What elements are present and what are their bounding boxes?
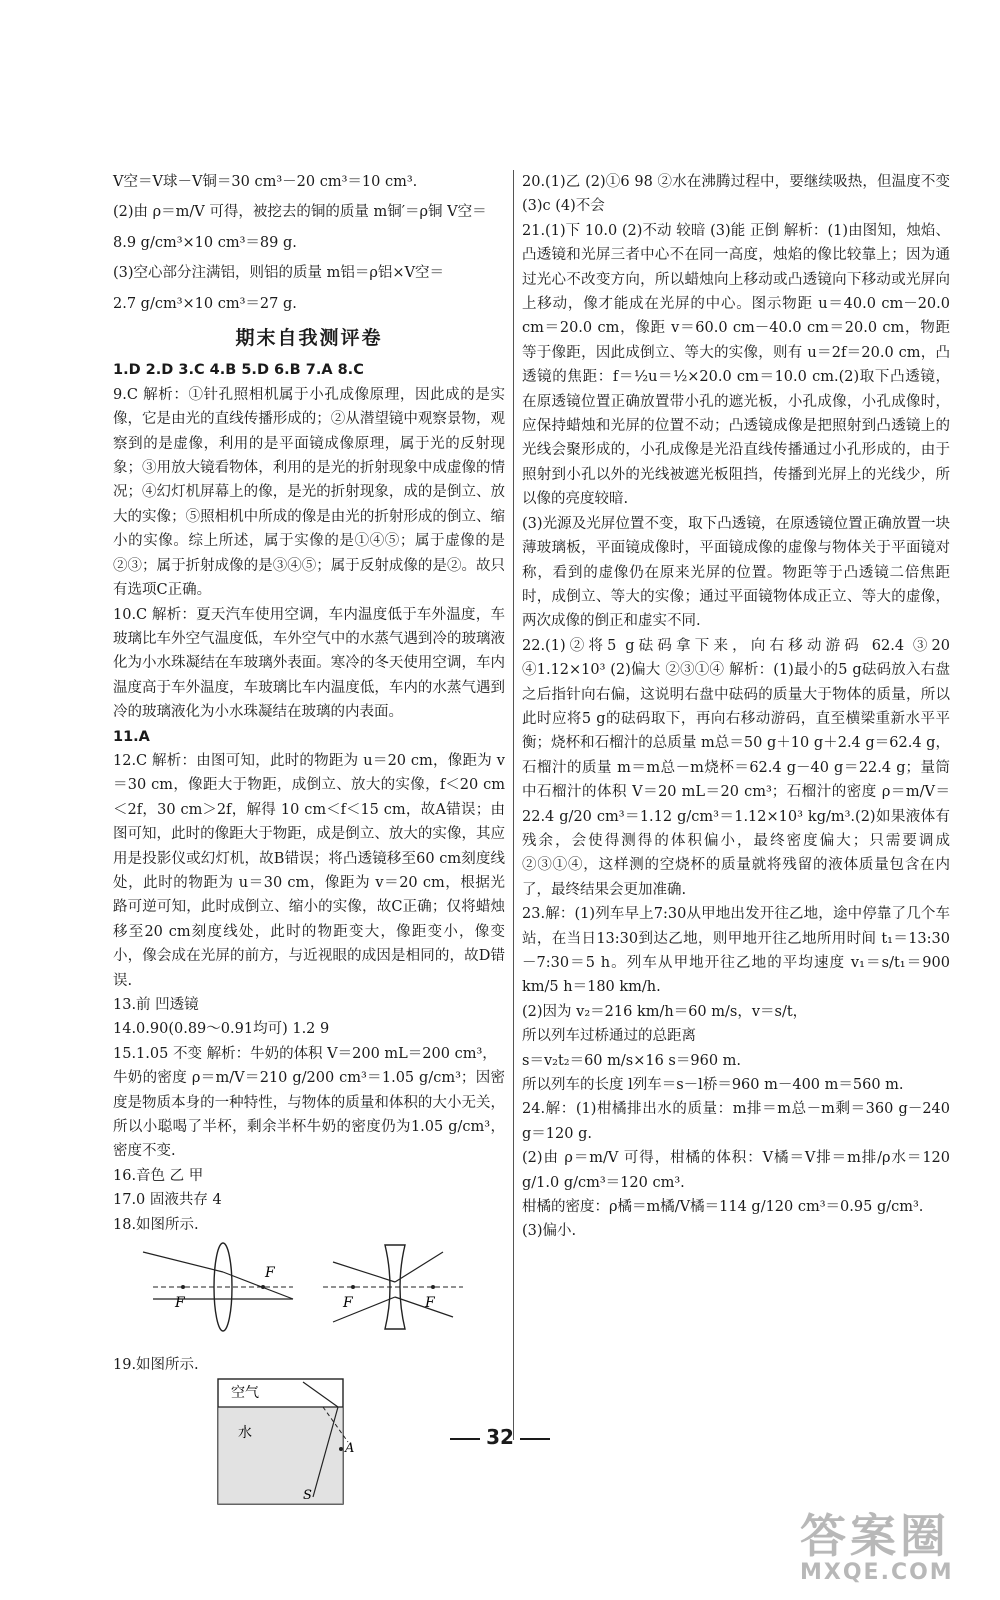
answer-q24-part4: (3)偏小. <box>522 1223 577 1240</box>
section-title: 期末自我测评卷 <box>235 327 383 350</box>
answer-line: 8.9 g/cm³×10 cm³＝89 g. <box>113 234 297 251</box>
focus-label: F <box>425 1295 435 1312</box>
answer-q21: 21.(1)下 10.0 (2)不动 较暗 (3)能 正倒 解析：(1)由图知，烛焰、凸透镜和光屏三者中心不在同一高度，烛焰的像比较靠上；因为通过光心不改变方向，所以蜡烛向上移动或凸透镜向下移动或光屏向上移动，像才能成在光屏的中心。图示物距 u＝40.0 cm－20.0 cm＝20.0 cm，像距 v＝60.0 cm－40.0 cm＝20.0 cm，物距等于像距，因此成倒立、等大的实像，则有 u＝2f＝20.0 cm，凸透镜的焦距：f＝½u＝½×20.0 cm＝10.0 cm.(2)取下凸透镜，在原透镜位置正确放置带小孔的遮光板，小孔成像，小孔成像时，应保持蜡烛和光屏的位置不动；凸透镜成像是把照射到凸透镜上的光线会聚形成的，小孔成像是光沿直线传播通过小孔形成的，由于照射到小孔以外的光线被遮光板阻挡，传播到光屏上的光线少，所以像的亮度较暗. <box>522 222 950 508</box>
left-column <box>113 170 505 1507</box>
figure-18-lens-diagram <box>113 1237 505 1347</box>
answer-q23-part4: s＝v₂t₂＝60 m/s×16 s＝960 m. <box>522 1052 742 1069</box>
focus-label: F <box>343 1295 353 1312</box>
answer-q19: 19.如图所示. <box>113 1357 199 1374</box>
answer-q15-cont: 牛奶的密度 ρ＝m/V＝210 g/200 cm³＝1.05 g/cm³；因密度是物质本身的一种特性，与物体的质量和体积的大小无关，所以小聪喝了半杯，剩余半杯牛奶的密度仍为1.05 g/cm³，密度不变. <box>113 1070 505 1160</box>
focus-label: F <box>265 1265 275 1282</box>
answer-q24: 24.解：(1)柑橘排出水的质量：m排＝m总－m剩＝360 g－240 g＝120 g. <box>522 1101 950 1142</box>
answer-q24-part2: (2)由 ρ＝m/V 可得，柑橘的体积：V橘＝V排＝m排/ρ水＝120 g/1.0 g/cm³＝120 cm³. <box>522 1150 950 1191</box>
answer-line: (3)空心部分注满铝，则铝的质量 m铝＝ρ铝×V空＝ <box>113 265 445 282</box>
watermark-main: 答案圈 <box>800 1509 950 1563</box>
answer-q12: 12.C 解析：由图可知，此时的物距为 u＝20 cm，像距为 v＝30 cm，像距大于物距，成倒立、放大的实像，f＜20 cm＜2f，30 cm＞2f，解得 10 cm＜f＜15 cm，故A错误；由图可知，此时的像距大于物距，成是倒立、放大的实像，其应用是投影仪或幻灯机，故B错误；将凸透镜移至60 cm刻度线处，此时的物距为 u＝30 cm，像距为 v＝20 cm，根据光路可逆可知，此时成倒立、缩小的实像，故C正确；仅将蜡烛移至20 cm刻度线处，此时的物距变大，像距变小，像变小，像会成在光屏的前方，与近视眼的成因是相同的，故D错误. <box>113 752 505 989</box>
answer-q21-cont: (3)光源及光屏位置不变，取下凸透镜，在原透镜位置正确放置一块薄玻璃板，平面镜成像时，平面镜成像的虚像与物体关于平面镜对称，看到的虚像仍在原来光屏的位置。物距等于凸透镜二倍焦距时，成倒立、等大的实像；通过平面镜物体成正立、等大的虚像，两次成像的倒正和虚实不同. <box>522 515 950 630</box>
answer-q14: 14.0.90(0.89～0.91均可) 1.2 9 <box>113 1021 330 1038</box>
water-label: 水 <box>238 1425 252 1442</box>
answer-q15: 15.1.05 不变 解析：牛奶的体积 V＝200 mL＝200 cm³， <box>113 1045 497 1062</box>
answer-q18: 18.如图所示. <box>113 1216 199 1233</box>
answer-q10: 10.C 解析：夏天汽车使用空调，车内温度低于车外温度，车玻璃比车外空气温度低，车外空气中的水蒸气遇到冷的玻璃液化为小水珠凝结在车玻璃外表面。寒冷的冬天使用空调，车内温度高于车外温度，车玻璃比车内温度低，车内的水蒸气遇到冷的玻璃液化为小水珠凝结在玻璃的内表面。 <box>113 606 505 721</box>
point-s-label: S <box>303 1488 312 1504</box>
answer-q11: 11.A <box>113 728 150 745</box>
answer-q1-8: 1.D 2.D 3.C 4.B 5.D 6.B 7.A 8.C <box>113 362 364 379</box>
answer-q23-part5: 所以列车的长度 l列车＝s－l桥＝960 m－400 m＝560 m. <box>522 1077 904 1094</box>
page-number <box>0 1425 1000 1449</box>
answer-line: (2)由 ρ＝m/V 可得，被挖去的铜的质量 m铜′＝ρ铜 V空＝ <box>113 204 487 221</box>
answer-q23-part2: (2)因为 v₂＝216 km/h＝60 m/s，v＝s/t， <box>522 1003 808 1020</box>
answer-line: 2.7 g/cm³×10 cm³＝27 g. <box>113 295 297 312</box>
answer-q13: 13.前 凹透镜 <box>113 997 199 1013</box>
watermark-sub: MXQE.COM <box>800 1560 954 1585</box>
focus-label: F <box>175 1295 185 1312</box>
answer-line: V空＝V球－V铜＝30 cm³－20 cm³＝10 cm³. <box>113 174 418 190</box>
air-label: 空气 <box>231 1385 259 1402</box>
answer-q24-part3: 柑橘的密度：ρ橘＝m橘/V橘＝114 g/120 cm³＝0.95 g/cm³. <box>522 1199 924 1216</box>
answer-q16: 16.音色 乙 甲 <box>113 1167 204 1184</box>
answer-q23: 23.解：(1)列车早上7:30从甲地出发开往乙地，途中停靠了几个车站，在当日13:30到达乙地，则甲地开往乙地所用时间 t₁＝13:30－7:30＝5 h。列车从甲地开往乙地的平均速度 v₁＝s/t₁＝900 km/5 h＝180 km/h. <box>522 906 950 996</box>
answer-q23-part3: 所以列车过桥通过的总距离 <box>522 1028 696 1045</box>
answer-q22: 22.(1)②将5 g砝码拿下来，向右移动游码 62.4 ③20 ④1.12×10³ (2)偏大 ②③①④ 解析：(1)最小的5 g砝码放入右盘之后指针向右偏，这说明右盘中砝码的质量大于物体的质量，所以此时应将5 g的砝码取下，再向右移动游码，直至横梁重新水平平衡；烧杯和石榴汁的总质量 m总＝50 g＋10 g＋2.4 g＝62.4 g，石榴汁的质量 m＝m总－m烧杯＝62.4 g－40 g＝22.4 g；量筒中石榴汁的体积 V＝20 mL＝20 cm³；石榴汁的密度 ρ＝m/V＝22.4 g/20 cm³＝1.12 g/cm³＝1.12×10³ kg/m³.(2)如果液体有残余，会使得测得的体积偏小，最终密度偏大；只需要调成②③①④，这样测的空烧杯的质量就将残留的液体质量包含在内了，最终结果会更加准确. <box>522 637 950 898</box>
answer-q20: 20.(1)乙 (2)①6 98 ②水在沸腾过程中，要继续吸热，但温度不变 (3)c (4)不会 <box>522 174 950 215</box>
point-a-label: A <box>345 1441 355 1457</box>
page-number-text: 32 <box>486 1425 514 1449</box>
answer-q17: 17.0 固液共存 4 <box>113 1192 222 1209</box>
watermark-logo <box>800 1500 954 1585</box>
column-divider <box>513 170 514 1440</box>
answer-q9: 9.C 解析：①针孔照相机属于小孔成像原理，因此成的是实像，它是由光的直线传播形成的；②从潜望镜中观察景物，观察到的是虚像，利用的是平面镜成像原理，属于光的反射现象；③用放大镜看物体，利用的是光的折射现象中成虚像的情况；④幻灯机屏幕上的像，是光的折射现象，成的是倒立、放大的实像；⑤照相机中所成的像是由光的折射形成的倒立、缩小的实像。综上所述，属于实像的是①④⑤；属于虚像的是②③；属于折射成像的是③④⑤；属于反射成像的是②。故只有选项C正确。 <box>113 386 505 599</box>
right-column <box>522 170 950 1244</box>
